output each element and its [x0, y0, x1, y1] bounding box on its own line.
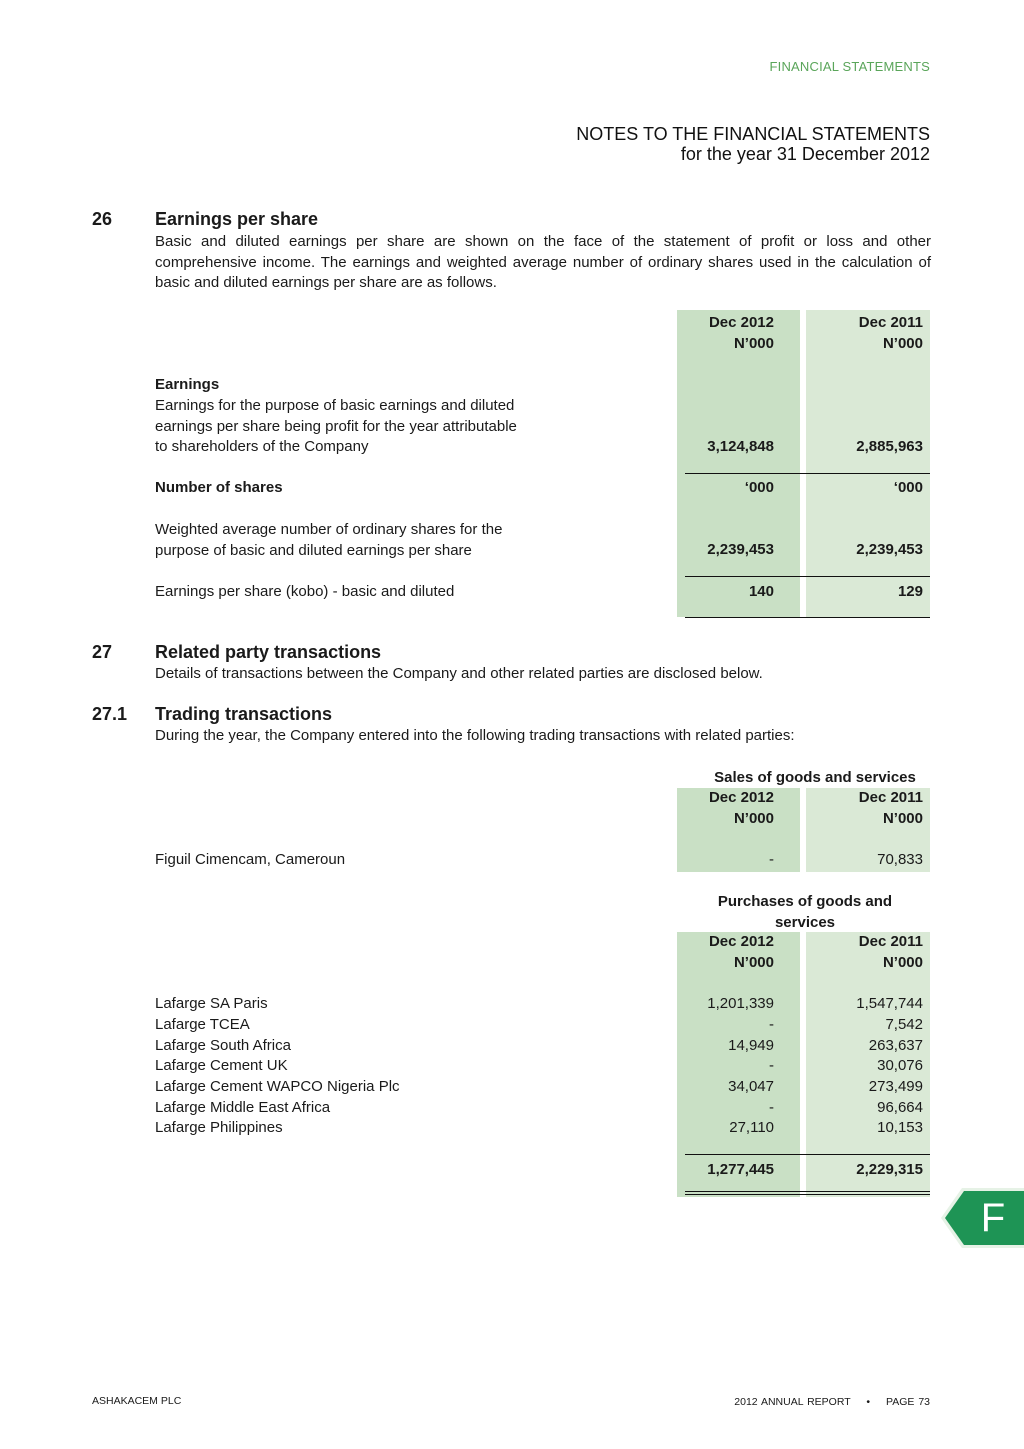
footer-company: ASHAKACEM PLC [92, 1395, 182, 1407]
purchase-row-2011: 96,664 [877, 1099, 923, 1116]
shares-heading: Number of shares [155, 479, 283, 496]
sales-col-2011-year: Dec 2011 [858, 789, 923, 806]
weighted-shares-2011: 2,239,453 [856, 541, 923, 558]
eps-col-2011-year: Dec 2011 [858, 314, 923, 331]
page-title-main: NOTES TO THE FINANCIAL STATEMENTS [576, 124, 930, 144]
purchase-row-2011: 7,542 [885, 1016, 923, 1033]
purchases-heading-line: Purchases of goods and [717, 893, 893, 910]
purchase-row-2011: 30,076 [877, 1057, 923, 1074]
purchase-row-2011: 273,499 [868, 1078, 923, 1095]
section-label: FINANCIAL STATEMENTS [769, 59, 930, 74]
sales-col-2012-unit: N’000 [733, 810, 774, 827]
purchases-col-2012-year: Dec 2012 [708, 933, 774, 950]
weighted-shares-2012: 2,239,453 [707, 541, 774, 558]
eps-2012: 140 [748, 583, 774, 600]
purchase-row-2011: 263,637 [868, 1037, 923, 1054]
divider [685, 473, 930, 474]
note-26-number: 26 [92, 209, 113, 229]
note-27-1-intro: During the year, the Company entered into the following trading transactions with related parties: [155, 727, 795, 744]
sales-heading: Sales of goods and services [714, 769, 916, 786]
purchase-row-party: Lafarge Philippines [155, 1119, 283, 1136]
weighted-shares-label [155, 520, 502, 561]
purchase-row-2012: - [769, 1016, 774, 1033]
purchase-row-party: Lafarge SA Paris [155, 995, 268, 1012]
earnings-label [155, 396, 517, 458]
sales-col-2011-unit: N’000 [882, 810, 923, 827]
purchase-row-party: Lafarge TCEA [155, 1016, 250, 1033]
purchases-heading [690, 891, 920, 933]
divider [685, 1154, 930, 1155]
footer-separator: • [866, 1396, 871, 1408]
purchase-row-party: Lafarge Cement UK [155, 1057, 288, 1074]
purchase-row-party: Lafarge South Africa [155, 1037, 291, 1054]
purchase-row-2012: 1,201,339 [707, 995, 774, 1012]
earnings-heading: Earnings [155, 376, 220, 393]
shares-unit-2012: ‘000 [744, 479, 774, 496]
double-underline [685, 1191, 930, 1195]
page-subtitle: for the year 31 December 2012 [680, 144, 930, 164]
earnings-label-line: Earnings for the purpose of basic earnings and diluted [155, 397, 515, 414]
purchase-row-2012: 27,110 [729, 1119, 774, 1136]
note-27-number: 27 [92, 642, 113, 662]
footer-report-info [734, 1396, 930, 1408]
eps-col-2012-year: Dec 2012 [708, 314, 774, 331]
purchases-heading-line: services [774, 914, 836, 931]
purchases-col-2011-unit: N’000 [882, 954, 923, 971]
purchases-total-2011: 2,229,315 [856, 1161, 923, 1178]
purchase-row-2011: 1,547,744 [856, 995, 923, 1012]
sales-col-2012-year: Dec 2012 [708, 789, 774, 806]
weighted-label-line: Weighted average number of ordinary shares for the [155, 521, 503, 538]
purchase-row-party: Lafarge Middle East Africa [155, 1099, 331, 1116]
purchases-total-2012: 1,277,445 [707, 1161, 774, 1178]
purchase-row-2012: - [769, 1057, 774, 1074]
page-title [576, 124, 930, 164]
eps-column-2011-bg [806, 310, 930, 617]
purchases-col-2012-unit: N’000 [733, 954, 774, 971]
eps-column-2012-bg [677, 310, 800, 617]
shares-unit-2011: ‘000 [893, 479, 923, 496]
note-27-title: Related party transactions [155, 642, 382, 662]
divider [685, 576, 930, 577]
note-26-title: Earnings per share [155, 209, 319, 229]
earnings-2011: 2,885,963 [856, 438, 923, 455]
eps-col-2011-unit: N’000 [882, 335, 923, 352]
eps-label: Earnings per share (kobo) - basic and diluted [155, 583, 455, 600]
eps-col-2012-unit: N’000 [733, 335, 774, 352]
note-27-intro: Details of transactions between the Company and other related parties are disclosed below. [155, 665, 763, 682]
sales-row-2011: 70,833 [877, 851, 923, 868]
earnings-label-line: earnings per share being profit for the year attributable [155, 417, 517, 435]
footer-report: 2012 ANNUAL REPORT [734, 1396, 851, 1408]
weighted-label-line: purpose of basic and diluted earnings per share [155, 541, 472, 559]
tab-letter: F [980, 1196, 1006, 1240]
earnings-2012: 3,124,848 [707, 438, 774, 455]
purchase-row-2012: 14,949 [728, 1037, 774, 1054]
sales-row-party: Figuil Cimencam, Cameroun [155, 851, 346, 868]
note-26-intro: Basic and diluted earnings per share are shown on the face of the statement of profit or loss and other comprehensive income. The earnings and weighted average number of ordinary shares used in the calculation of basic and diluted earnings per share are as follows. [155, 233, 931, 291]
footer-page: PAGE 73 [886, 1396, 930, 1408]
purchases-col-2011-year: Dec 2011 [858, 933, 923, 950]
note-27-1-number: 27.1 [92, 704, 128, 724]
purchase-row-2012: 34,047 [728, 1078, 774, 1095]
sales-row-2012: - [769, 851, 774, 868]
section-tab-f[interactable] [940, 1187, 1024, 1249]
eps-2011: 129 [897, 583, 923, 600]
purchase-row-2012: - [769, 1099, 774, 1116]
purchase-row-2011: 10,153 [877, 1119, 923, 1136]
purchase-row-party: Lafarge Cement WAPCO Nigeria Plc [155, 1078, 400, 1095]
divider [685, 617, 930, 618]
note-27-1-title: Trading transactions [155, 704, 333, 724]
earnings-label-line: to shareholders of the Company [155, 438, 369, 455]
